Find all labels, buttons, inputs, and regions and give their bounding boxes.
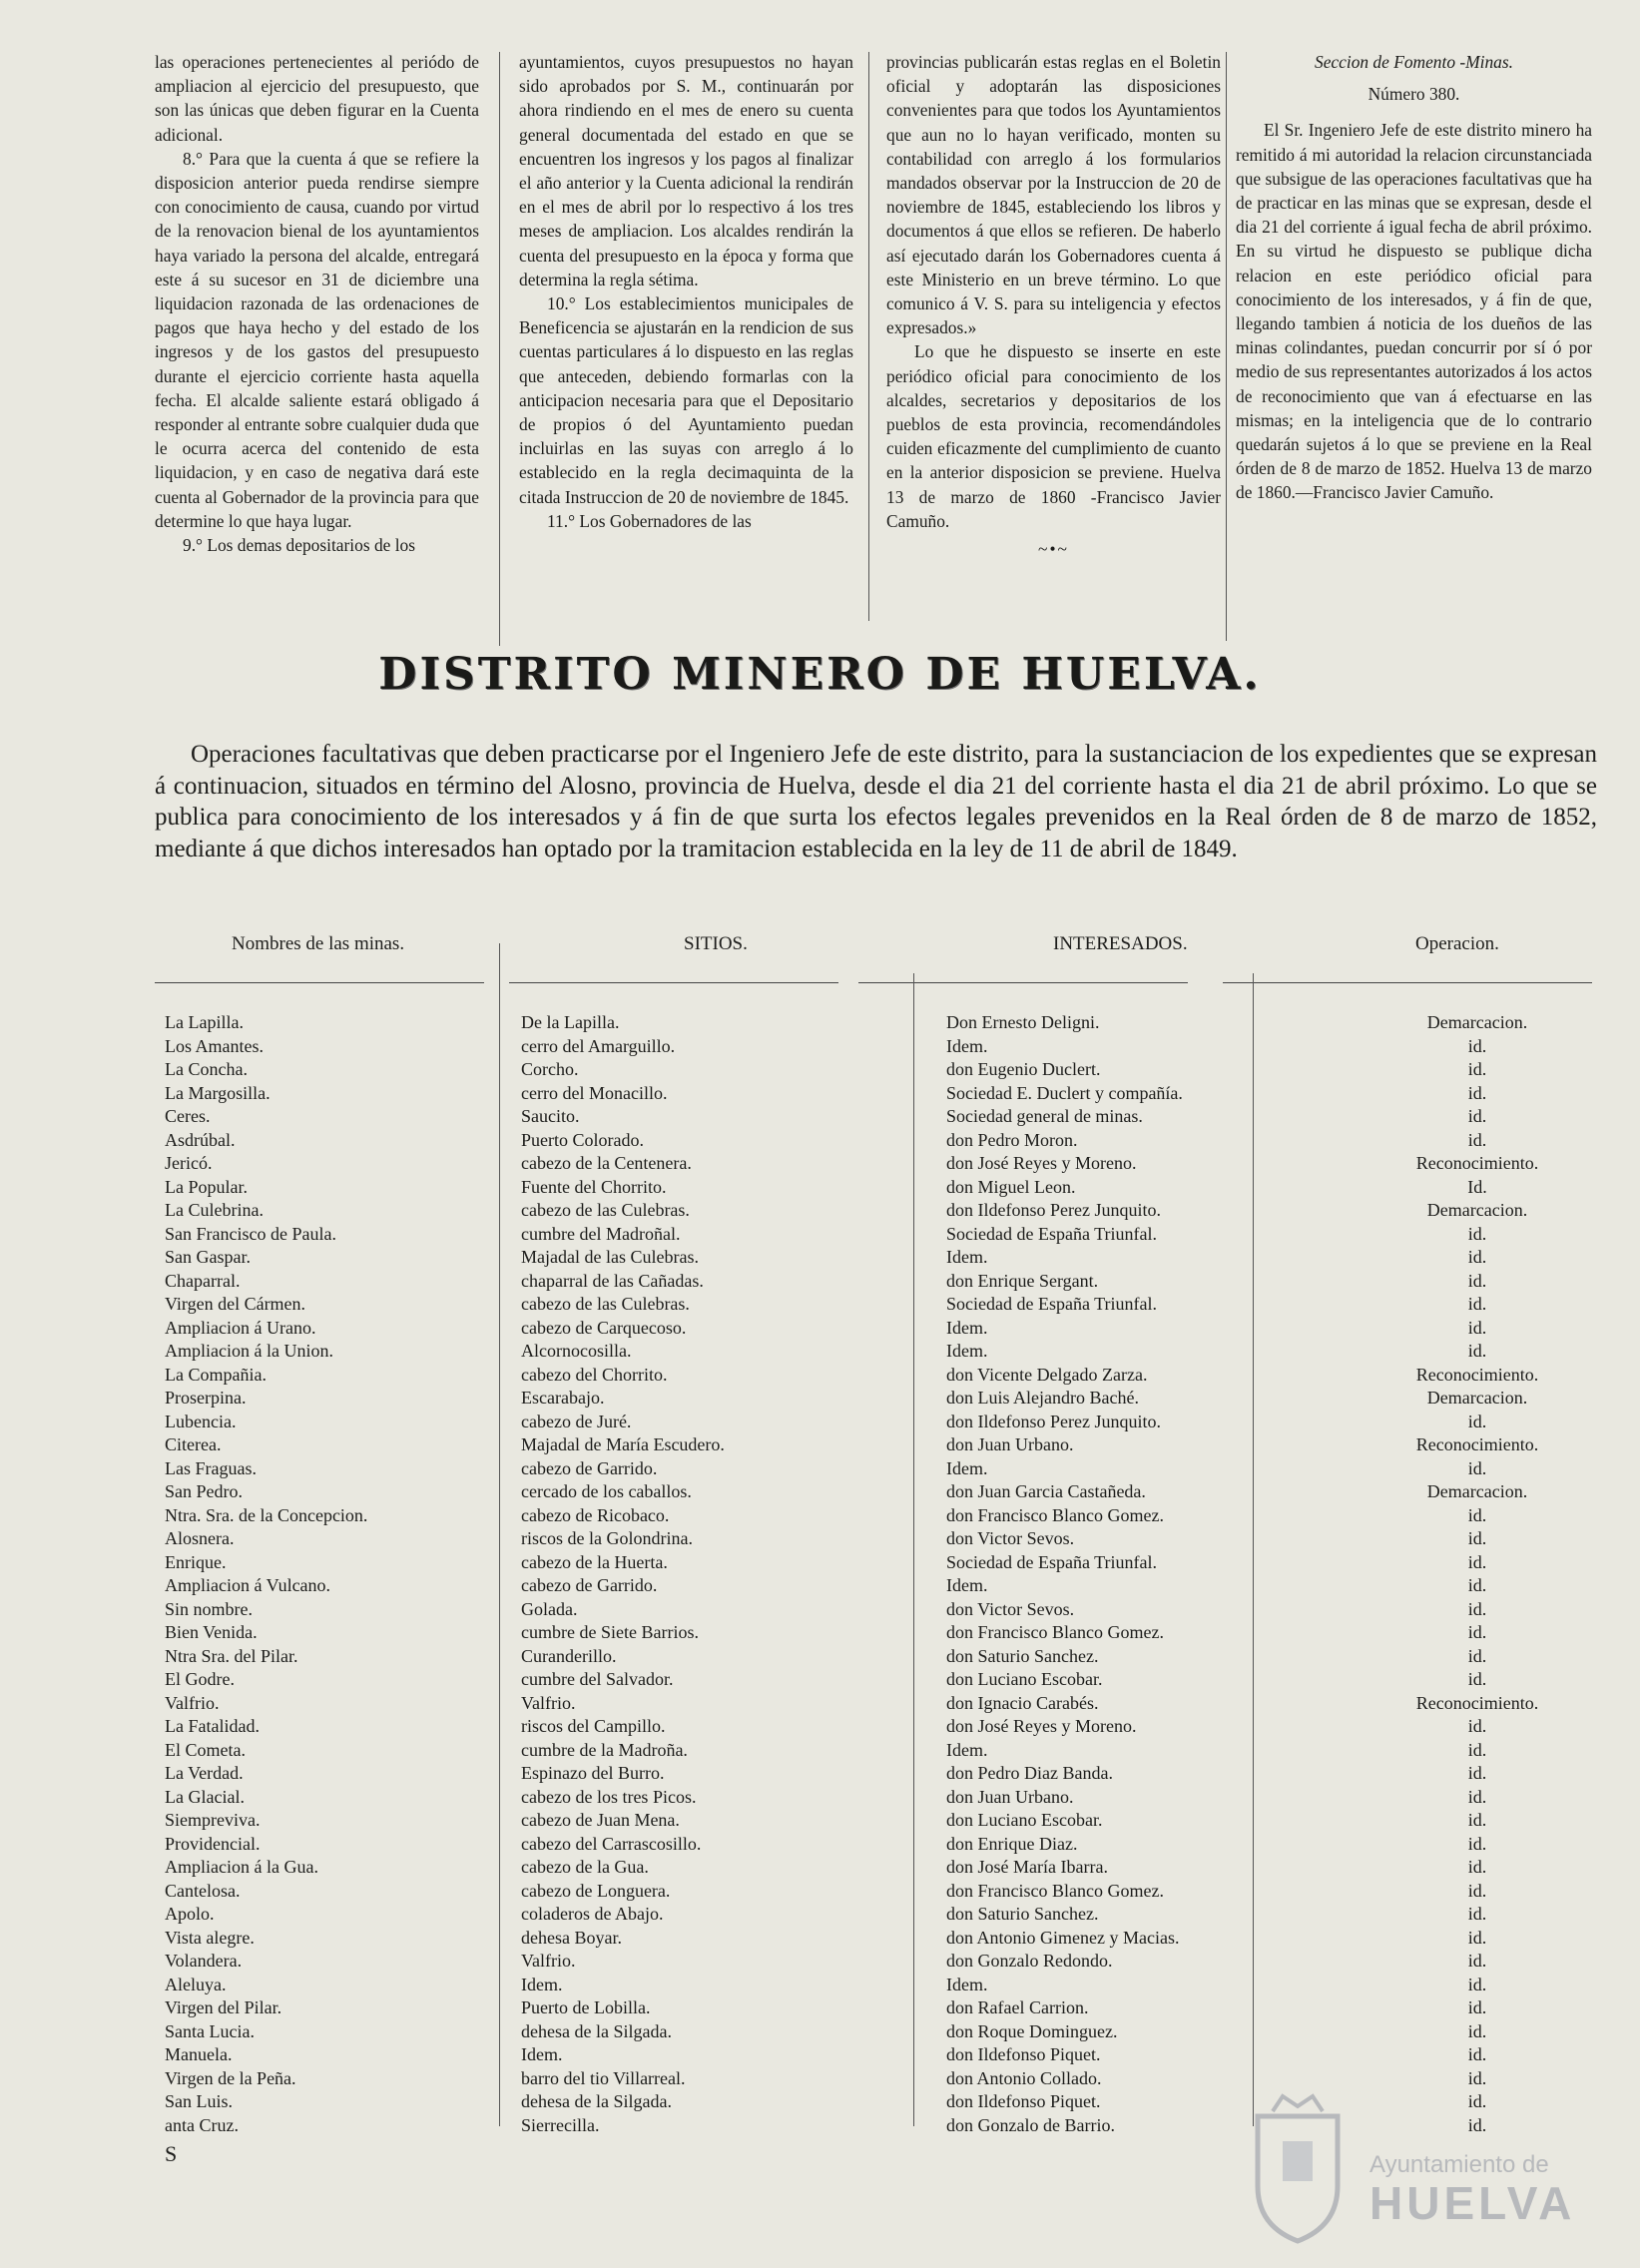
operacion-value: id. — [1467, 1810, 1487, 1830]
interesado-name: Sociedad de España Triunfal. — [946, 1223, 1157, 1244]
interesado-name: Sociedad de España Triunfal. — [946, 1294, 1157, 1314]
mina-name: Citerea. — [165, 1434, 222, 1454]
interesado-name: Idem. — [946, 1575, 988, 1595]
interesados-list — [946, 1011, 1183, 2137]
sitio-name: cabezo del Chorrito. — [521, 1364, 668, 1385]
sitio-name: Espinazo del Burro. — [521, 1763, 665, 1783]
operacion-value: id. — [1467, 1598, 1487, 1619]
mina-name: Enrique. — [165, 1551, 227, 1572]
mina-name: Apolo. — [165, 1904, 215, 1924]
table-divider — [913, 973, 914, 2126]
interesado-name: don Pedro Diaz Banda. — [946, 1763, 1113, 1783]
operacion-list — [1397, 1011, 1557, 2137]
paragraph: las operaciones pertenecientes al periódo de ampliacion al ejercicio del presupuesto, que son las únicas que deben figurar en la Cuenta adicional. — [155, 52, 479, 145]
paragraph: ayuntamientos, cuyos presupuestos no hayan sido aprobados por S. M., continuarán por ahora rindiendo en el mes de enero su cuenta general documentada del estado en que se encuentren los ingresos y los pagos al finalizar el año anterior y la Cuenta adicional la rendirán en el mes de abril por lo respectivo á los tres meses de ampliacion. Los alcaldes rendirán la cuenta del presupuesto en la época y forma que determina la regla sétima. — [519, 52, 853, 289]
interesado-name: Idem. — [946, 1457, 988, 1478]
interesado-name: don Ignacio Carabés. — [946, 1692, 1099, 1713]
interesado-name: don Enrique Sergant. — [946, 1270, 1099, 1291]
intro-text — [155, 739, 1597, 864]
mina-name: La Popular. — [165, 1176, 248, 1197]
header-minas: Nombres de las minas. — [232, 933, 405, 954]
operacion-value: id. — [1467, 1294, 1487, 1314]
operacion-value: id. — [1467, 2091, 1487, 2111]
operacion-value: id. — [1467, 2020, 1487, 2041]
interesado-name: Idem. — [946, 1974, 988, 1994]
operacion-value: Demarcacion. — [1426, 1388, 1528, 1408]
sitio-name: Saucito. — [521, 1106, 580, 1126]
interesado-name: don Pedro Moron. — [946, 1129, 1078, 1150]
page-title: DISTRITO MINERO DE HUELVA. — [378, 649, 1262, 700]
sitio-name: Escarabajo. — [521, 1388, 605, 1408]
operacion-value: id. — [1467, 1833, 1487, 1854]
operacion-value: id. — [1467, 1551, 1487, 1572]
column-divider — [868, 52, 869, 621]
interesado-name: don Juan Garcia Castañeda. — [946, 1481, 1146, 1501]
interesado-name: Sociedad de España Triunfal. — [946, 1551, 1157, 1572]
mina-name: Virgen del Pilar. — [165, 1997, 282, 2017]
sitio-name: Golada. — [521, 1598, 578, 1619]
sitio-name: cerro del Amarguillo. — [521, 1035, 676, 1056]
sitio-name: Sierrecilla. — [521, 2114, 600, 2135]
mina-name: Bien Venida. — [165, 1622, 258, 1642]
sitio-name: cabezo de las Culebras. — [521, 1294, 690, 1314]
operacion-value: id. — [1467, 1317, 1487, 1338]
sitio-name: cumbre de la Madroña. — [521, 1739, 688, 1760]
mina-name: Ntra. Sra. de la Concepcion. — [165, 1504, 368, 1525]
interesado-name: don José María Ibarra. — [946, 1857, 1108, 1877]
sitio-name: cercado de los caballos. — [521, 1481, 692, 1501]
interesado-name: don José Reyes y Moreno. — [946, 1153, 1137, 1173]
interesado-name: don Luciano Escobar. — [946, 1810, 1103, 1830]
sitio-name: Majadal de las Culebras. — [521, 1247, 699, 1267]
paragraph: 10.° Los establecimientos municipales de Beneficencia se ajustarán en la rendicion de sus cuentas particulares á lo dispuesto en las reglas que anteceden, debiendo formarlas con la anticipacion necesaria para que el Depositario de propios ó del Ayuntamiento puedan incluirlas en las suyas con arreglo á lo establecido en la regla decimaquinta de la citada Instruccion de 20 de noviembre de 1845. — [519, 293, 853, 507]
interesado-name: don Saturio Sanchez. — [946, 1904, 1099, 1924]
text-column-4 — [1236, 50, 1592, 505]
mina-name: Ampliacion á la Gua. — [165, 1857, 318, 1877]
mina-name: Ampliacion á Urano. — [165, 1317, 316, 1338]
sitio-name: cabezo de la Centenera. — [521, 1153, 692, 1173]
header-rule — [1223, 982, 1592, 983]
operacion-value: Demarcacion. — [1426, 1481, 1528, 1501]
mina-name: Proserpina. — [165, 1388, 247, 1408]
sitio-name: Idem. — [521, 1974, 563, 1994]
header-sitios: SITIOS. — [684, 933, 748, 954]
mina-name: La Margosilla. — [165, 1082, 271, 1103]
header-operacion: Operacion. — [1415, 933, 1499, 954]
sitio-name: cabezo de Garrido. — [521, 1457, 658, 1478]
sitio-name: riscos del Campillo. — [521, 1716, 666, 1736]
operacion-value: id. — [1467, 1223, 1487, 1244]
mina-name: Jericó. — [165, 1153, 213, 1173]
header-rule — [858, 982, 1188, 983]
text-column-1 — [155, 50, 479, 557]
operacion-value: id. — [1467, 1763, 1487, 1783]
mina-name: San Gaspar. — [165, 1247, 251, 1267]
mina-name: San Luis. — [165, 2091, 234, 2111]
operacion-value: id. — [1467, 1927, 1487, 1948]
watermark-line2: HUELVA — [1369, 2177, 1576, 2229]
interesado-name: don Luciano Escobar. — [946, 1669, 1103, 1689]
mina-name: Los Amantes. — [165, 1035, 264, 1056]
operacion-value: Reconocimiento. — [1415, 1434, 1539, 1454]
sitio-name: cumbre del Salvador. — [521, 1669, 674, 1689]
operacion-value: id. — [1467, 1880, 1487, 1901]
operacion-value: Demarcacion. — [1426, 1012, 1528, 1032]
paragraph: provincias publicarán estas reglas en el Boletin oficial y adoptarán las disposiciones convenientes para que todos los Ayuntamientos que aun no lo hayan verificado, monten su contabilidad con arreglo á los formularios mandados observar por la Instruccion de 20 de noviembre de 1845, estableciendo los libros y documentos á que ellos se refieren. De haberlo así ejecutado darán los Gobernadores cuenta á este Ministerio en un breve término. Lo que comunico á V. S. para su inteligencia y efectos expresados.» — [886, 52, 1221, 338]
mina-name: La Verdad. — [165, 1763, 244, 1783]
interesado-name: Idem. — [946, 1247, 988, 1267]
sitio-name: Idem. — [521, 2044, 563, 2064]
operacion-value: id. — [1467, 1575, 1487, 1595]
mina-name: Lubencia. — [165, 1411, 237, 1431]
mina-name: Providencial. — [165, 1833, 261, 1854]
paragraph: 9.° Los demas depositarios de los — [183, 535, 415, 556]
interesado-name: don Antonio Collado. — [946, 2067, 1102, 2088]
sitio-name: riscos de la Golondrina. — [521, 1528, 693, 1548]
paragraph: Operaciones facultativas que deben practicarse por el Ingeniero Jefe de este distrito, para la sustanciacion de los expedientes que se expresan á continuacion, situados en término del Alosno, provincia de Huelva, desde el dia 21 del corriente hasta el dia 21 de abril próximo. Lo que se publica para conocimiento de los interesados y á fin de que surta los efectos legales prevenidos en la Real órden de 8 de marzo de 1852, mediante á que dichos interesados han optado por la tramitacion establecida en la ley de 11 de abril de 1849. — [155, 741, 1597, 862]
paragraph: El Sr. Ingeniero Jefe de este distrito minero ha remitido á mi autoridad la relacion circunstanciada que subsigue de las operaciones facultativas que ha de practicar en las minas que se expresan, desde el dia 21 del corriente á igual fecha de abril próximo. En su virtud he dispuesto se publique dicha relacion en este periódico oficial para conocimiento de los interesados, y á fin de que, llegando tambien á noticia de los dueños de las minas colindantes, puedan concurrir por sí ó por medio de sus representantes autorizados á los actos de reconocimiento que van á efectuarse en las mismas; en la inteligencia que de lo contrario quedarán sujetos á lo que se previene en la Real órden de 8 de marzo de 1852. Huelva 13 de marzo de 1860.—Francisco Javier Camuño. — [1236, 120, 1592, 503]
mina-name: El Godre. — [165, 1669, 235, 1689]
sitio-name: Puerto Colorado. — [521, 1129, 644, 1150]
sitio-name: cabezo de la Huerta. — [521, 1551, 668, 1572]
interesado-name: don Victor Sevos. — [946, 1598, 1075, 1619]
paragraph: 8.° Para que la cuenta á que se refiere la disposicion anterior pueda rendirse siempre con conocimiento de causa, cuando por virtud de la renovacion bienal de los ayuntamientos haya variado la persona del alcalde, entregará este á su sucesor en 31 de diciembre una liquidacion razonada de las ordenaciones de pagos que haya hecho y del estado de los ingresos y de los gastos del presupuesto durante el ejercicio corriente hasta aquella fecha. El alcalde saliente estará obligado á responder al entrante sobre cualquier duda que le ocurra acerca del contenido de esta liquidacion, y en caso de negativa dará este cuenta al Gobernador de la provincia para que determine lo que haya lugar. — [155, 148, 479, 531]
watermark-line1: Ayuntamiento de — [1369, 2151, 1549, 2178]
interesado-name: Sociedad general de minas. — [946, 1106, 1143, 1126]
operacion-value: id. — [1467, 1669, 1487, 1689]
section-heading: Seccion de Fomento -Minas. — [1315, 52, 1513, 72]
operacion-value: Demarcacion. — [1426, 1200, 1528, 1220]
interesado-name: Idem. — [946, 1739, 988, 1760]
column-divider — [499, 52, 500, 646]
header-interesados: INTERESADOS. — [1053, 933, 1188, 954]
operacion-value: id. — [1467, 1857, 1487, 1877]
sitio-name: Majadal de María Escudero. — [521, 1434, 725, 1454]
sitio-name: chaparral de las Cañadas. — [521, 1270, 704, 1291]
mina-name: Virgen del Cármen. — [165, 1294, 306, 1314]
operacion-value: id. — [1467, 1716, 1487, 1736]
mina-name: Valfrio. — [165, 1692, 220, 1713]
operacion-value: id. — [1467, 1528, 1487, 1548]
mina-name: La Lapilla. — [165, 1012, 244, 1032]
mina-name: anta Cruz. — [165, 2114, 239, 2135]
interesado-name: don Francisco Blanco Gomez. — [946, 1504, 1164, 1525]
interesado-name: don Saturio Sanchez. — [946, 1645, 1099, 1666]
operacion-value: id. — [1467, 1341, 1487, 1361]
sitio-name: cabezo de Longuera. — [521, 1880, 671, 1901]
mina-name: Ntra Sra. del Pilar. — [165, 1645, 298, 1666]
header-rule — [155, 982, 484, 983]
sitio-name: cumbre de Siete Barrios. — [521, 1622, 699, 1642]
table-divider — [499, 943, 500, 2126]
mina-name: Manuela. — [165, 2044, 233, 2064]
sitio-name: cabezo de Carquecoso. — [521, 1317, 687, 1338]
text-column-3 — [886, 50, 1221, 561]
operacion-value: id. — [1467, 1904, 1487, 1924]
operacion-value: id. — [1467, 2067, 1487, 2088]
interesado-name: don Francisco Blanco Gomez. — [946, 1880, 1164, 1901]
mina-name: Ampliacion á Vulcano. — [165, 1575, 331, 1595]
operacion-value: id. — [1467, 1786, 1487, 1807]
mina-name: Chaparral. — [165, 1270, 241, 1291]
sitio-name: De la Lapilla. — [521, 1012, 620, 1032]
paragraph: 11.° Los Gobernadores de las — [547, 510, 752, 531]
operacion-value: Reconocimiento. — [1415, 1364, 1539, 1385]
operacion-value: id. — [1467, 1645, 1487, 1666]
sitio-name: dehesa de la Silgada. — [521, 2091, 672, 2111]
mina-name: Ceres. — [165, 1106, 211, 1126]
sitio-name: dehesa Boyar. — [521, 1927, 622, 1948]
column-divider — [1226, 52, 1227, 641]
mina-name: San Francisco de Paula. — [165, 1223, 336, 1244]
interesado-name: don Ildefonso Piquet. — [946, 2044, 1101, 2064]
mina-name: La Compañia. — [165, 1364, 267, 1385]
mina-name: Ampliacion á la Union. — [165, 1341, 333, 1361]
sitio-name: Fuente del Chorrito. — [521, 1176, 667, 1197]
mina-name: La Glacial. — [165, 1786, 245, 1807]
mina-name: Vista alegre. — [165, 1927, 255, 1948]
table-divider — [1253, 973, 1254, 2126]
text-column-2 — [519, 50, 853, 533]
operacion-value: id. — [1467, 1035, 1487, 1056]
operacion-value: Reconocimiento. — [1415, 1153, 1539, 1173]
mina-name: Sin nombre. — [165, 1598, 253, 1619]
sitio-name: cabezo del Carrascosillo. — [521, 1833, 702, 1854]
notice-number: Número 380. — [1367, 84, 1460, 105]
mina-name: La Culebrina. — [165, 1200, 264, 1220]
operacion-value: id. — [1467, 1129, 1487, 1150]
operacion-value: id. — [1467, 1106, 1487, 1126]
interesado-name: don Ildefonso Perez Junquito. — [946, 1411, 1161, 1431]
sitio-name: Valfrio. — [521, 1951, 576, 1971]
mina-name: Aleluya. — [165, 1974, 227, 1994]
mina-name: Virgen de la Peña. — [165, 2067, 296, 2088]
sitios-list — [521, 1011, 725, 2137]
sitio-name: barro del tio Villarreal. — [521, 2067, 686, 2088]
sitio-name: cabezo de Juan Mena. — [521, 1810, 680, 1830]
interesado-name: don Victor Sevos. — [946, 1528, 1075, 1548]
paragraph: Lo que he dispuesto se inserte en este periódico oficial para conocimiento de los alcaldes, secretarios y depositarios de los pueblos de esta provincia, recomendándoles cuiden eficazmente del cumplimiento de cuanto en la anterior disposicion se previene. Huelva 13 de marzo de 1860 -Francisco Javier Camuño. — [886, 341, 1221, 531]
sitio-name: Alcornocosilla. — [521, 1341, 632, 1361]
operacion-value: id. — [1467, 1739, 1487, 1760]
interesado-name: don Luis Alejandro Baché. — [946, 1388, 1139, 1408]
sitio-name: cabezo de Garrido. — [521, 1575, 658, 1595]
operacion-value: id. — [1467, 1270, 1487, 1291]
operacion-value: id. — [1467, 1411, 1487, 1431]
mina-name: Alosnera. — [165, 1528, 235, 1548]
operacion-value: id. — [1467, 2114, 1487, 2135]
interesado-name: Sociedad E. Duclert y compañía. — [946, 1082, 1183, 1103]
mina-name: Santa Lucia. — [165, 2020, 255, 2041]
mina-name: Las Fraguas. — [165, 1457, 257, 1478]
interesado-name: don Miguel Leon. — [946, 1176, 1076, 1197]
mina-name: Asdrúbal. — [165, 1129, 236, 1150]
mina-name: El Cometa. — [165, 1739, 246, 1760]
interesado-name: don Rafael Carrion. — [946, 1997, 1089, 2017]
sitio-name: cabezo de las Culebras. — [521, 1200, 690, 1220]
sitio-name: cabezo de Juré. — [521, 1411, 632, 1431]
interesado-name: don Juan Urbano. — [946, 1786, 1074, 1807]
operacion-value: id. — [1467, 1974, 1487, 1994]
ornament: ~•~ — [1038, 539, 1069, 560]
operacion-value: id. — [1467, 1951, 1487, 1971]
sitio-name: cumbre del Madroñal. — [521, 1223, 681, 1244]
operacion-value: id. — [1467, 1082, 1487, 1103]
interesado-name: Idem. — [946, 1035, 988, 1056]
mina-name: Siempreviva. — [165, 1810, 261, 1830]
interesado-name: don Ildefonso Piquet. — [946, 2091, 1101, 2111]
sitio-name: Corcho. — [521, 1059, 579, 1079]
interesado-name: don Gonzalo Redondo. — [946, 1951, 1113, 1971]
operacion-value: id. — [1467, 1247, 1487, 1267]
mina-name: San Pedro. — [165, 1481, 243, 1501]
sitio-name: cabezo de Ricobaco. — [521, 1504, 670, 1525]
interesado-name: Idem. — [946, 1317, 988, 1338]
interesado-name: don Eugenio Duclert. — [946, 1059, 1101, 1079]
operacion-value: Reconocimiento. — [1415, 1692, 1539, 1713]
operacion-value: id. — [1467, 1059, 1487, 1079]
mina-name: La Concha. — [165, 1059, 248, 1079]
operacion-value: id. — [1467, 1504, 1487, 1525]
operacion-value: id. — [1467, 1997, 1487, 2017]
interesado-name: don Francisco Blanco Gomez. — [946, 1622, 1164, 1642]
operacion-value: id. — [1467, 2044, 1487, 2064]
sitio-name: dehesa de la Silgada. — [521, 2020, 672, 2041]
sitio-name: cerro del Monacillo. — [521, 1082, 668, 1103]
operacion-value: id. — [1467, 1622, 1487, 1642]
interesado-name: don Antonio Gimenez y Macias. — [946, 1927, 1180, 1948]
interesado-name: Idem. — [946, 1341, 988, 1361]
sitio-name: Curanderillo. — [521, 1645, 617, 1666]
operacion-value: Id. — [1467, 1176, 1487, 1197]
page-mark: S — [165, 2141, 178, 2166]
mina-name: La Fatalidad. — [165, 1716, 260, 1736]
sitio-name: Valfrio. — [521, 1692, 576, 1713]
interesado-name: don Vicente Delgado Zarza. — [946, 1364, 1148, 1385]
interesado-name: don José Reyes y Moreno. — [946, 1716, 1137, 1736]
operacion-value: id. — [1467, 1457, 1487, 1478]
sitio-name: cabezo de la Gua. — [521, 1857, 649, 1877]
interesado-name: don Juan Urbano. — [946, 1434, 1074, 1454]
sitio-name: coladeros de Abajo. — [521, 1904, 664, 1924]
sitio-name: Puerto de Lobilla. — [521, 1997, 651, 2017]
minas-list — [165, 1011, 367, 2137]
header-rule — [509, 982, 838, 983]
mina-name: Cantelosa. — [165, 1880, 241, 1901]
sitio-name: cabezo de los tres Picos. — [521, 1786, 697, 1807]
interesado-name: don Ildefonso Perez Junquito. — [946, 1200, 1161, 1220]
interesado-name: don Enrique Diaz. — [946, 1833, 1078, 1854]
interesado-name: don Gonzalo de Barrio. — [946, 2114, 1115, 2135]
interesado-name: don Roque Dominguez. — [946, 2020, 1118, 2041]
mina-name: Volandera. — [165, 1951, 243, 1971]
interesado-name: Don Ernesto Deligni. — [946, 1012, 1100, 1032]
